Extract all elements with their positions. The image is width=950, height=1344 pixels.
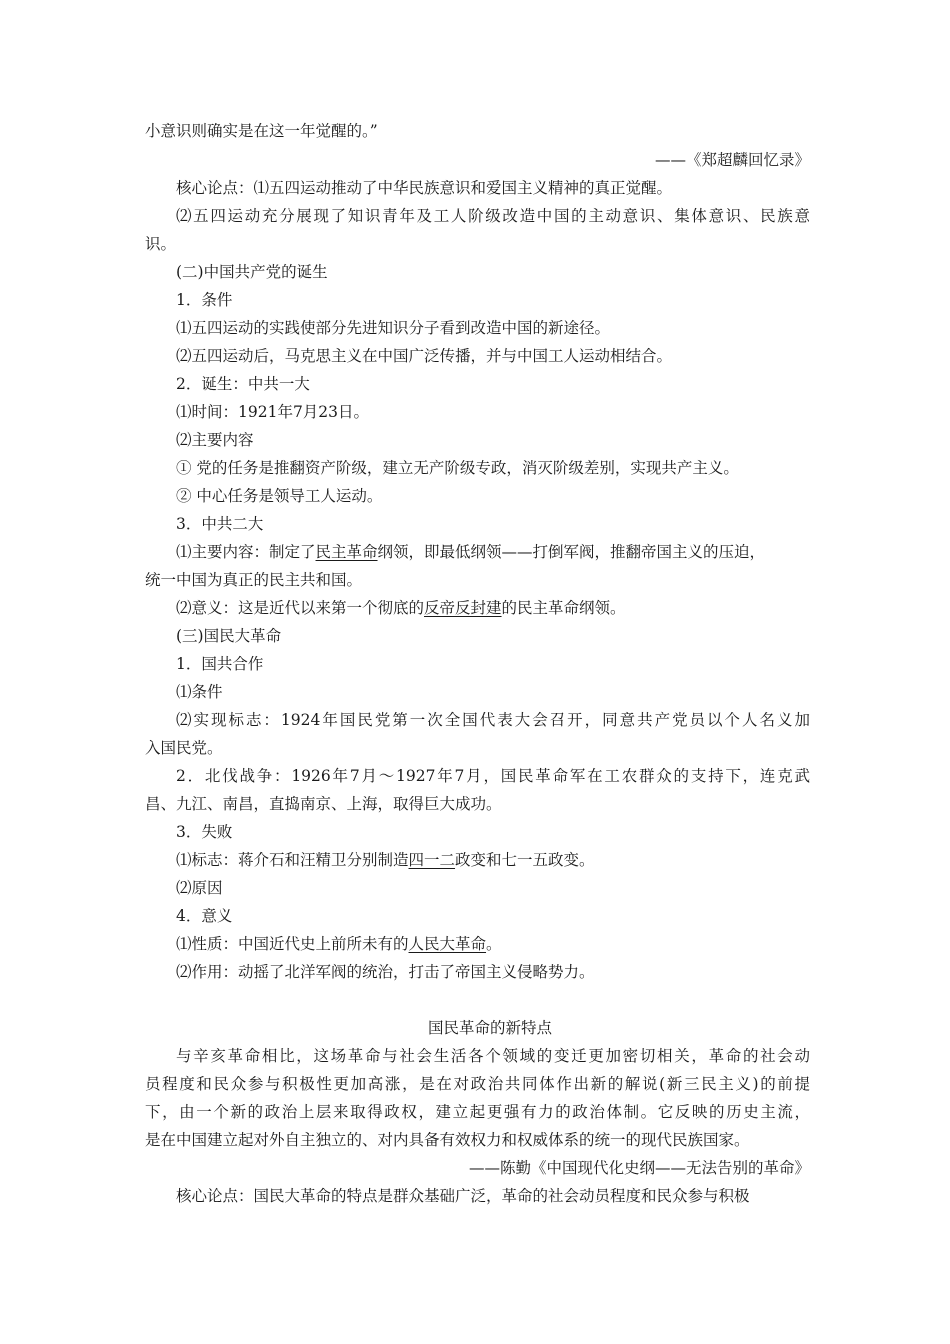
northern-expedition-line2: 昌、九江、南昌，直捣南京、上海，取得巨大成功。 bbox=[145, 795, 502, 813]
reading-line-3: 下，由一个新的政治上层来取得政权，建立起更强有力的政治体制。它反映的历史主流， bbox=[145, 1103, 810, 1121]
text-run: ⑴标志：蒋介石和汪精卫分别制造 bbox=[176, 851, 409, 869]
significance-nature bbox=[176, 934, 810, 954]
underlined-term: 四一二 bbox=[408, 851, 456, 869]
reading-title: 国民革命的新特点 bbox=[427, 1019, 552, 1037]
founding-content: ⑵主要内容 bbox=[176, 431, 254, 449]
text-run: 的民主革命纲领。 bbox=[501, 599, 626, 617]
core-point-2-line1: ⑵五四运动充分展现了知识青年及工人阶级改造中国的主动意识、集体意识、民族意 bbox=[176, 207, 810, 225]
reading-line-2: 员程度和民众参与积极性更加高涨，是在对政治共同体作出新的解说(新三民主义)的前提 bbox=[145, 1075, 810, 1093]
core-point-2-line2: 识。 bbox=[145, 235, 177, 253]
subheading-failure: 3．失败 bbox=[176, 823, 233, 841]
cooperation-sign-line1: ⑵实现标志：1924年国民党第一次全国代表大会召开，同意共产党员以个人名义加 bbox=[176, 711, 810, 729]
text-run: 。 bbox=[486, 935, 502, 953]
failure-cause: ⑵原因 bbox=[176, 879, 223, 897]
failure-sign bbox=[176, 850, 810, 870]
underlined-term: 人民大革命 bbox=[408, 935, 487, 953]
cooperation-sign-line2: 入国民党。 bbox=[145, 739, 223, 757]
reading-line-1: 与辛亥革命相比，这场革命与社会生活各个领域的变迁更加密切相关，革命的社会动 bbox=[176, 1047, 810, 1065]
cooperation-conditions: ⑴条件 bbox=[176, 683, 223, 701]
founding-content-a: ① 党的任务是推翻资产阶级，建立无产阶级专政，消灭阶级差别，实现共产主义。 bbox=[176, 459, 739, 477]
northern-expedition-line1: 2．北伐战争：1926年7月～1927年7月，国民革命军在工农群众的支持下，连克武 bbox=[176, 767, 810, 785]
underlined-term: 民主革命 bbox=[315, 543, 378, 561]
subheading-cooperation: 1．国共合作 bbox=[176, 655, 264, 673]
founding-content-b: ② 中心任务是领导工人运动。 bbox=[176, 487, 383, 505]
second-congress-content-line1 bbox=[176, 542, 810, 562]
core-point-1: 核心论点：⑴五四运动推动了中华民族意识和爱国主义精神的真正觉醒。 bbox=[176, 179, 673, 197]
second-congress-content-line2: 统一中国为真正的民主共和国。 bbox=[145, 571, 363, 589]
reading-core-point: 核心论点：国民大革命的特点是群众基础广泛，革命的社会动员程度和民众参与积极 bbox=[176, 1187, 750, 1205]
underlined-term: 反帝反封建 bbox=[424, 599, 502, 617]
quote-last-line: 小意识则确实是在这一年觉醒的。” bbox=[145, 122, 378, 140]
second-congress-significance bbox=[176, 598, 810, 618]
subheading-founding: 2．诞生：中共一大 bbox=[176, 375, 310, 393]
subheading-second-congress: 3．中共二大 bbox=[176, 515, 264, 533]
subheading-conditions: 1．条件 bbox=[176, 291, 233, 309]
subheading-significance: 4．意义 bbox=[176, 907, 233, 925]
text-run: 政变和七一五政变。 bbox=[455, 851, 595, 869]
text-run: ⑴主要内容：制定了 bbox=[176, 543, 316, 561]
conditions-item-2: ⑵五四运动后，马克思主义在中国广泛传播，并与中国工人运动相结合。 bbox=[176, 347, 673, 365]
reading-line-4: 是在中国建立起对外自主独立的、对内具备有效权力和权威体系的统一的现代民族国家。 bbox=[145, 1131, 750, 1149]
quote-source: ——《郑超麟回忆录》 bbox=[654, 151, 810, 169]
significance-effect: ⑵作用：动摇了北洋军阀的统治，打击了帝国主义侵略势力。 bbox=[176, 963, 595, 981]
text-run: ⑴性质：中国近代史上前所未有的 bbox=[176, 935, 409, 953]
section-heading-party: (二)中国共产党的诞生 bbox=[176, 263, 328, 281]
conditions-item-1: ⑴五四运动的实践使部分先进知识分子看到改造中国的新途径。 bbox=[176, 319, 611, 337]
text-run: 纲领，即最低纲领——打倒军阀，推翻帝国主义的压迫， bbox=[377, 543, 766, 561]
founding-time: ⑴时间：1921年7月23日。 bbox=[176, 403, 370, 421]
text-run: ⑵意义：这是近代以来第一个彻底的 bbox=[176, 599, 425, 617]
section-heading-revolution: (三)国民大革命 bbox=[176, 627, 282, 645]
reading-source: ——陈勤《中国现代化史纲——无法告别的革命》 bbox=[468, 1159, 810, 1177]
